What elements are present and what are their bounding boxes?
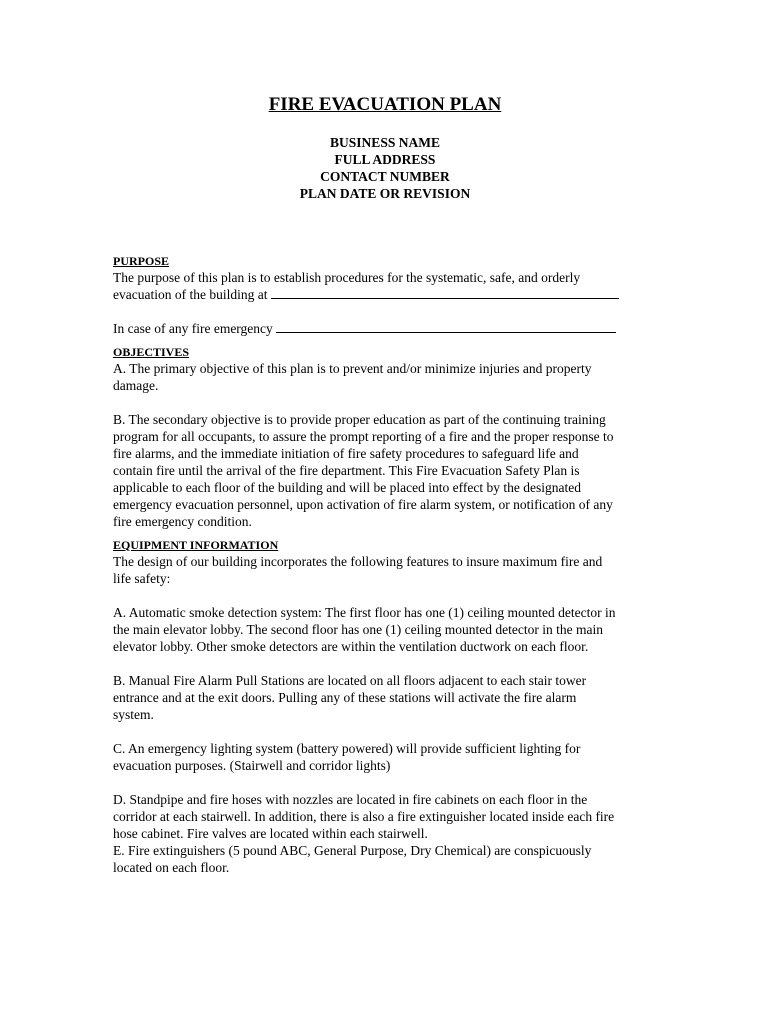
equipment-d-line: hose cabinet. Fire valves are located within each stairwell. xyxy=(113,826,428,841)
objective-a-line: A. The primary objective of this plan is to prevent and/or minimize injuries and property xyxy=(113,361,592,376)
equipment-heading: EQUIPMENT INFORMATION xyxy=(113,538,279,552)
emergency-line-text: In case of any fire emergency xyxy=(113,321,273,336)
objective-b-line: emergency evacuation personnel, upon activation of fire alarm system, or notification of any xyxy=(113,497,613,512)
building-address-blank[interactable] xyxy=(271,286,619,299)
equipment-b-line: entrance and at the exit doors. Pulling any of these stations will activate the fire alarm xyxy=(113,690,577,705)
objective-a-line: damage. xyxy=(113,378,159,393)
equipment-a-line: elevator lobby. Other smoke detectors are within the ventilation ductwork on each floor. xyxy=(113,639,589,654)
objective-b-line: program for all occupants, to assure the prompt reporting of a fire and the proper response to xyxy=(113,429,614,444)
document-title: FIRE EVACUATION PLAN xyxy=(268,94,502,115)
purpose-line-2-text: evacuation of the building at xyxy=(113,287,268,302)
equipment-b-line: B. Manual Fire Alarm Pull Stations are located on all floors adjacent to each stair tower xyxy=(113,673,587,688)
objective-b-line: contain fire until the arrival of the fire department. This Fire Evacuation Safety Plan is xyxy=(113,463,580,478)
purpose-heading: PURPOSE xyxy=(113,254,170,268)
equipment-e-line: E. Fire extinguishers (5 pound ABC, General Purpose, Dry Chemical) are conspicuously xyxy=(113,843,592,858)
equipment-a-line: the main elevator lobby. The second floor has one (1) ceiling mounted detector in the main xyxy=(113,622,603,637)
business-name: BUSINESS NAME xyxy=(330,135,440,150)
equipment-d-line: D. Standpipe and fire hoses with nozzles are located in fire cabinets on each floor in the xyxy=(113,792,588,807)
objective-b-line: fire alarms, and the immediate initiation of fire safety procedures to safeguard life and xyxy=(113,446,579,461)
equipment-intro-line: The design of our building incorporates the following features to insure maximum fire and xyxy=(113,554,603,569)
equipment-c-line: C. An emergency lighting system (battery powered) will provide sufficient lighting for xyxy=(113,741,581,756)
document-body xyxy=(113,254,658,876)
objective-b-line: B. The secondary objective is to provide proper education as part of the continuing training xyxy=(113,412,606,427)
plan-date: PLAN DATE OR REVISION xyxy=(299,186,471,201)
equipment-d-line: corridor at each stairwell. In addition, there is also a fire extinguisher located inside each fire xyxy=(113,809,615,824)
objective-b-line: fire emergency condition. xyxy=(113,514,252,529)
objectives-heading: OBJECTIVES xyxy=(113,345,190,359)
emergency-line xyxy=(113,320,658,337)
emergency-contact-blank[interactable] xyxy=(276,320,616,333)
purpose-line-2 xyxy=(113,286,658,303)
full-address: FULL ADDRESS xyxy=(334,152,436,167)
purpose-line-1: The purpose of this plan is to establish procedures for the systematic, safe, and orderly xyxy=(113,270,581,285)
contact-number: CONTACT NUMBER xyxy=(320,169,450,184)
business-info-block xyxy=(0,134,770,202)
equipment-e-line: located on each floor. xyxy=(113,860,230,875)
equipment-c-line: evacuation purposes. (Stairwell and corridor lights) xyxy=(113,758,391,773)
objective-b-line: applicable to each floor of the building and will be placed into effect by the designated xyxy=(113,480,581,495)
equipment-b-line: system. xyxy=(113,707,154,722)
equipment-a-line: A. Automatic smoke detection system: The first floor has one (1) ceiling mounted detector in xyxy=(113,605,616,620)
equipment-intro-line: life safety: xyxy=(113,571,171,586)
